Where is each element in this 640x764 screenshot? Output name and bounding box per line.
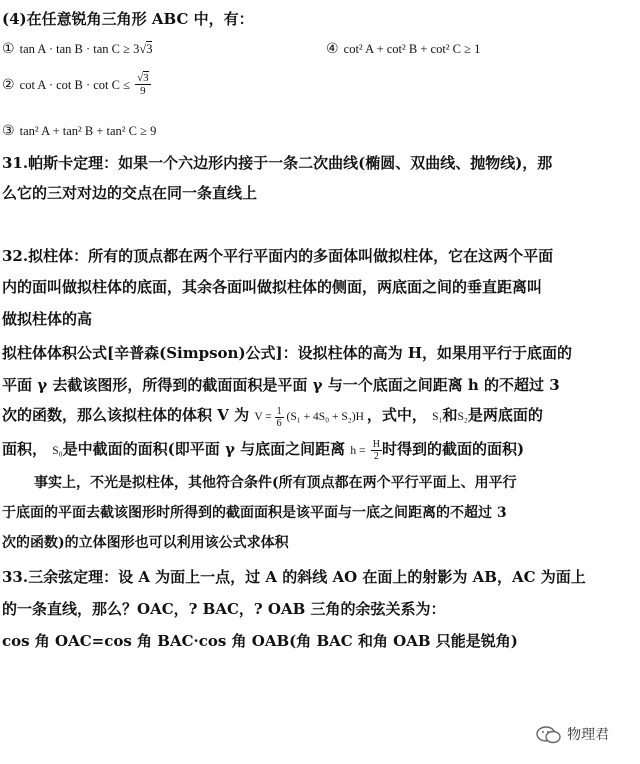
item4-heading: (4)在任意锐角三角形 ABC 中，有： xyxy=(2,10,254,28)
formula-2-numerator: 3 xyxy=(143,72,149,84)
simpson-formula-pre: V = xyxy=(254,411,272,423)
s32-line2: 内的面叫做拟柱体的底面，其余各面叫做拟柱体的侧面，两底面之间的垂直距离叫 xyxy=(2,278,543,296)
h-formula-pre: h = xyxy=(350,445,366,457)
h-fraction-num: H xyxy=(372,438,380,450)
simpson-line4-a: 面积， xyxy=(2,440,48,458)
formula-1-root: 3 xyxy=(146,42,153,56)
simpson-line3-c: 和 xyxy=(442,406,458,424)
simpson-fraction-num: 1 xyxy=(276,405,282,417)
formula-4-text: cot² A + cot² B + cot² C ≥ 1 xyxy=(343,42,481,56)
h-fraction-den: 2 xyxy=(373,450,379,462)
formula-1-marker: ① xyxy=(2,41,15,57)
symbol-s2: S₂ xyxy=(457,411,468,423)
sqrt-icon: √ xyxy=(139,42,147,56)
s31-line2: 么它的三对对边的交点在同一条直线上 xyxy=(2,184,258,202)
simpson-line3-d: 是两底面的 xyxy=(467,406,543,424)
formula-2-lhs: cot A · cot B · cot C ≤ xyxy=(19,78,130,93)
watermark-text: 物理君 xyxy=(567,727,610,743)
simpson-line4-c: 时得到的截面的面积) xyxy=(381,440,525,458)
s32-line3: 做拟柱体的高 xyxy=(2,310,93,328)
formula-2 xyxy=(2,72,151,97)
s32-line1: 32.拟柱体：所有的顶点都在两个平行平面内的多面体叫做拟柱体，它在这两个平面 xyxy=(2,247,554,265)
watermark xyxy=(536,724,609,744)
fact-line3: 次的函数)的立体图形也可以利用该公式求体积 xyxy=(2,535,289,551)
formula-3-marker: ③ xyxy=(2,123,15,139)
simpson-paragraph-line4 xyxy=(2,438,524,462)
simpson-line4-b: 是中截面的面积(即平面 γ 与底面之间距离 xyxy=(62,440,346,458)
simpson-paragraph-line3 xyxy=(2,404,543,429)
simpson-line3-b: ，式中， xyxy=(366,406,427,424)
formula-3-text: tan² A + tan² B + tan² C ≥ 9 xyxy=(19,124,157,138)
symbol-s0: S₀ xyxy=(52,445,63,457)
formula-3 xyxy=(2,120,156,139)
simpson-line3-a: 次的函数，那么该拟柱体的体积 V 为 xyxy=(2,406,250,424)
simpson-line1-rest: ：设拟柱体的高为 H，如果用平行于底面的 xyxy=(282,344,573,362)
simpson-formula xyxy=(254,405,367,429)
sqrt-icon: √ xyxy=(137,72,144,84)
simpson-title: 拟柱体体积公式[辛普森(Simpson)公式] xyxy=(2,344,283,362)
fact-line1: 事实上，不光是拟柱体，其他符合条件(所有顶点都在两个平行平面上、用平行 xyxy=(34,475,517,491)
simpson-formula-fraction xyxy=(275,406,284,429)
s33-line3: cos 角 OAC=cos 角 BAC·cos 角 OAB(角 BAC 和角 OAB 只能是锐角) xyxy=(2,632,518,650)
simpson-paragraph-line1 xyxy=(2,342,572,363)
s33-line2: 的一条直线，那么？OAC，? BAC，? OAB 三角的余弦关系为： xyxy=(2,600,446,618)
formula-2-marker: ② xyxy=(2,77,15,94)
simpson-formula-post: (S₁ + 4S₀ + S₂)H xyxy=(286,411,364,423)
formula-4 xyxy=(326,38,480,57)
symbol-s1: S₁ xyxy=(432,411,443,423)
formula-2-denominator: 9 xyxy=(140,85,146,98)
formula-4-marker: ④ xyxy=(326,41,339,57)
formula-1-lhs: tan A · tan B · tan C ≥ 3 xyxy=(19,42,140,56)
formula-1 xyxy=(2,38,152,57)
wechat-icon xyxy=(536,726,562,744)
s33-line1: 33.三余弦定理：设 A 为面上一点，过 A 的斜线 AO 在面上的射影为 AB，AC 为面上 xyxy=(2,568,586,586)
fact-line2: 于底面的平面去截该图形时所得到的截面面积是该平面与一底之间距离的不超过 3 xyxy=(2,505,507,521)
simpson-paragraph-line2: 平面 γ 去截该图形，所得到的截面面积是平面 γ 与一个底面之间距离 h 的不超过 3 xyxy=(2,376,560,394)
simpson-fraction-den: 6 xyxy=(276,417,282,429)
formula-2-fraction xyxy=(135,72,151,97)
s31-line1: 31.帕斯卡定理：如果一个六边形内接于一条二次曲线(椭圆、双曲线、抛物线)，那 xyxy=(2,154,553,172)
h-formula-fraction xyxy=(371,439,382,462)
